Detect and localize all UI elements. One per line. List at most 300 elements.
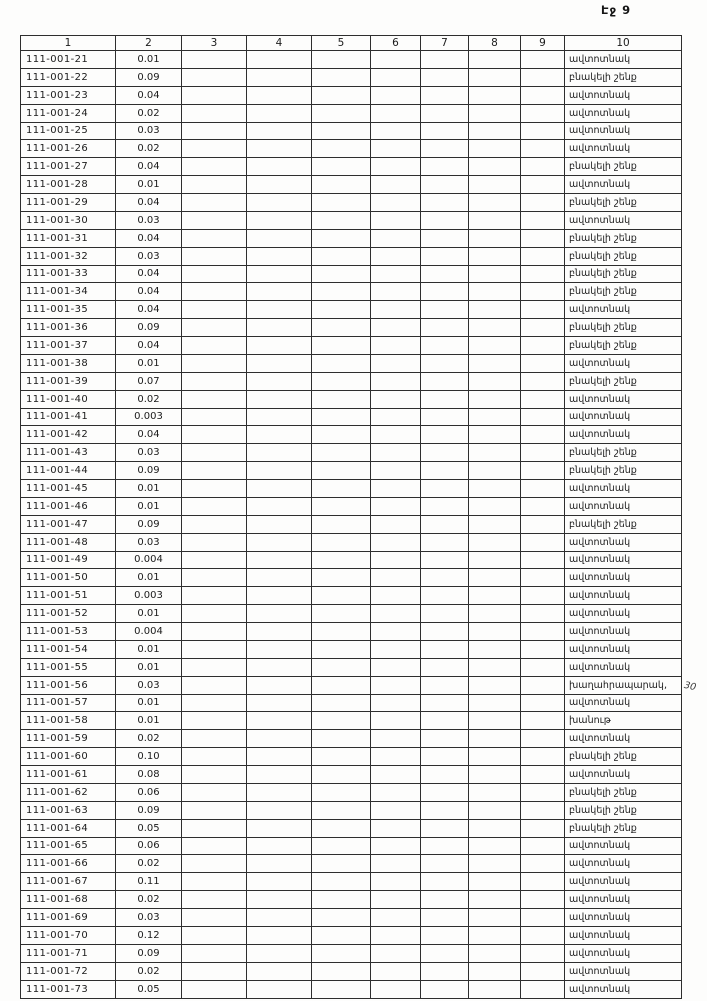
parcel-id-cell: 111-001-56 <box>21 676 116 694</box>
parcel-id-cell: 111-001-38 <box>21 354 116 372</box>
empty-cell <box>312 104 371 122</box>
empty-cell <box>247 247 312 265</box>
empty-cell <box>312 587 371 605</box>
parcel-id-cell: 111-001-44 <box>21 462 116 480</box>
table-row <box>21 676 682 694</box>
empty-cell <box>469 909 521 927</box>
object-type-cell: ավտոտնակ <box>565 891 682 909</box>
empty-cell <box>469 51 521 69</box>
empty-cell <box>469 158 521 176</box>
empty-cell <box>521 623 565 641</box>
empty-cell <box>182 962 247 980</box>
empty-cell <box>469 587 521 605</box>
area-value-cell: 0.06 <box>116 837 182 855</box>
empty-cell <box>521 909 565 927</box>
empty-cell <box>469 211 521 229</box>
empty-cell <box>521 497 565 515</box>
empty-cell <box>469 640 521 658</box>
empty-cell <box>312 372 371 390</box>
empty-cell <box>469 891 521 909</box>
object-type-cell: խաղահրապարակ, <box>565 676 682 694</box>
empty-cell <box>182 837 247 855</box>
area-value-cell: 0.03 <box>116 909 182 927</box>
empty-cell <box>421 855 469 873</box>
empty-cell <box>312 980 371 999</box>
empty-cell <box>312 909 371 927</box>
empty-cell <box>371 265 421 283</box>
empty-cell <box>469 873 521 891</box>
parcel-id-cell: 111-001-42 <box>21 426 116 444</box>
empty-cell <box>247 640 312 658</box>
table-row <box>21 301 682 319</box>
object-type-cell: բնակելի շենք <box>565 462 682 480</box>
empty-cell <box>247 855 312 873</box>
table-row <box>21 962 682 980</box>
empty-cell <box>521 694 565 712</box>
empty-cell <box>247 515 312 533</box>
empty-cell <box>182 676 247 694</box>
area-value-cell: 0.02 <box>116 140 182 158</box>
parcel-id-cell: 111-001-47 <box>21 515 116 533</box>
empty-cell <box>312 694 371 712</box>
empty-cell <box>469 68 521 86</box>
empty-cell <box>421 211 469 229</box>
empty-cell <box>182 390 247 408</box>
empty-cell <box>312 497 371 515</box>
empty-cell <box>421 569 469 587</box>
empty-cell <box>421 122 469 140</box>
empty-cell <box>182 247 247 265</box>
empty-cell <box>371 444 421 462</box>
empty-cell <box>247 104 312 122</box>
empty-cell <box>521 283 565 301</box>
parcel-id-cell: 111-001-45 <box>21 480 116 498</box>
empty-cell <box>469 515 521 533</box>
empty-cell <box>247 926 312 944</box>
area-value-cell: 0.03 <box>116 247 182 265</box>
empty-cell <box>469 569 521 587</box>
empty-cell <box>312 748 371 766</box>
empty-cell <box>182 640 247 658</box>
empty-cell <box>521 569 565 587</box>
empty-cell <box>182 801 247 819</box>
empty-cell <box>247 444 312 462</box>
empty-cell <box>247 694 312 712</box>
table-row <box>21 426 682 444</box>
empty-cell <box>312 319 371 337</box>
empty-cell <box>421 229 469 247</box>
parcel-id-cell: 111-001-73 <box>21 980 116 999</box>
empty-cell <box>521 676 565 694</box>
empty-cell <box>312 122 371 140</box>
empty-cell <box>371 837 421 855</box>
empty-cell <box>247 837 312 855</box>
table-row <box>21 640 682 658</box>
empty-cell <box>521 855 565 873</box>
table-row <box>21 766 682 784</box>
empty-cell <box>247 354 312 372</box>
empty-cell <box>312 265 371 283</box>
empty-cell <box>469 855 521 873</box>
empty-cell <box>312 873 371 891</box>
area-value-cell: 0.03 <box>116 122 182 140</box>
area-value-cell: 0.01 <box>116 605 182 623</box>
empty-cell <box>521 104 565 122</box>
empty-cell <box>247 51 312 69</box>
object-type-cell: ավտոտնակ <box>565 551 682 569</box>
empty-cell <box>247 426 312 444</box>
empty-cell <box>371 408 421 426</box>
empty-cell <box>182 372 247 390</box>
object-type-cell: բնակելի շենք <box>565 247 682 265</box>
object-type-cell: ավտոտնակ <box>565 926 682 944</box>
table-row <box>21 855 682 873</box>
empty-cell <box>421 658 469 676</box>
empty-cell <box>521 51 565 69</box>
empty-cell <box>421 533 469 551</box>
empty-cell <box>312 229 371 247</box>
empty-cell <box>469 712 521 730</box>
empty-cell <box>469 623 521 641</box>
table-row <box>21 122 682 140</box>
parcel-id-cell: 111-001-58 <box>21 712 116 730</box>
object-type-cell: բնակելի շենք <box>565 194 682 212</box>
parcel-id-cell: 111-001-61 <box>21 766 116 784</box>
empty-cell <box>182 926 247 944</box>
object-type-cell: բնակելի շենք <box>565 819 682 837</box>
table-row <box>21 891 682 909</box>
empty-cell <box>371 319 421 337</box>
empty-cell <box>469 104 521 122</box>
empty-cell <box>421 730 469 748</box>
empty-cell <box>247 265 312 283</box>
table-row <box>21 801 682 819</box>
empty-cell <box>421 640 469 658</box>
empty-cell <box>469 337 521 355</box>
area-value-cell: 0.004 <box>116 623 182 641</box>
empty-cell <box>312 891 371 909</box>
parcel-id-cell: 111-001-25 <box>21 122 116 140</box>
empty-cell <box>182 730 247 748</box>
empty-cell <box>421 891 469 909</box>
empty-cell <box>469 319 521 337</box>
empty-cell <box>521 891 565 909</box>
object-type-cell: ավտոտնակ <box>565 480 682 498</box>
object-type-cell: ավտոտնակ <box>565 569 682 587</box>
area-value-cell: 0.01 <box>116 354 182 372</box>
empty-cell <box>247 551 312 569</box>
parcel-id-cell: 111-001-53 <box>21 623 116 641</box>
empty-cell <box>182 766 247 784</box>
empty-cell <box>371 229 421 247</box>
object-type-cell: ավտոտնակ <box>565 730 682 748</box>
empty-cell <box>521 962 565 980</box>
area-value-cell: 0.08 <box>116 766 182 784</box>
empty-cell <box>182 211 247 229</box>
area-value-cell: 0.04 <box>116 194 182 212</box>
empty-cell <box>469 980 521 999</box>
empty-cell <box>182 909 247 927</box>
empty-cell <box>371 909 421 927</box>
empty-cell <box>371 194 421 212</box>
empty-cell <box>371 926 421 944</box>
empty-cell <box>469 944 521 962</box>
empty-cell <box>371 337 421 355</box>
table-row <box>21 319 682 337</box>
empty-cell <box>312 51 371 69</box>
object-type-cell: ավտոտնակ <box>565 980 682 999</box>
empty-cell <box>182 104 247 122</box>
object-type-cell: ավտոտնակ <box>565 122 682 140</box>
empty-cell <box>247 211 312 229</box>
parcel-id-cell: 111-001-69 <box>21 909 116 927</box>
area-value-cell: 0.02 <box>116 891 182 909</box>
object-type-cell: բնակելի շենք <box>565 158 682 176</box>
empty-cell <box>521 587 565 605</box>
empty-cell <box>312 855 371 873</box>
area-value-cell: 0.01 <box>116 176 182 194</box>
empty-cell <box>421 801 469 819</box>
empty-cell <box>421 444 469 462</box>
empty-cell <box>247 194 312 212</box>
empty-cell <box>371 211 421 229</box>
table-row <box>21 480 682 498</box>
empty-cell <box>371 891 421 909</box>
column-header: 5 <box>312 36 371 51</box>
empty-cell <box>312 640 371 658</box>
object-type-cell: ավտոտնակ <box>565 390 682 408</box>
empty-cell <box>247 587 312 605</box>
empty-cell <box>371 68 421 86</box>
empty-cell <box>182 140 247 158</box>
table-row <box>21 354 682 372</box>
empty-cell <box>521 176 565 194</box>
object-type-cell: ավտոտնակ <box>565 533 682 551</box>
empty-cell <box>182 605 247 623</box>
parcel-id-cell: 111-001-64 <box>21 819 116 837</box>
column-header: 10 <box>565 36 682 51</box>
empty-cell <box>371 176 421 194</box>
area-value-cell: 0.004 <box>116 551 182 569</box>
empty-cell <box>521 301 565 319</box>
empty-cell <box>521 766 565 784</box>
empty-cell <box>247 873 312 891</box>
empty-cell <box>182 354 247 372</box>
empty-cell <box>469 605 521 623</box>
empty-cell <box>371 944 421 962</box>
empty-cell <box>371 569 421 587</box>
empty-cell <box>182 891 247 909</box>
area-value-cell: 0.04 <box>116 301 182 319</box>
empty-cell <box>469 408 521 426</box>
empty-cell <box>182 783 247 801</box>
empty-cell <box>247 623 312 641</box>
area-value-cell: 0.04 <box>116 229 182 247</box>
column-header: 4 <box>247 36 312 51</box>
empty-cell <box>182 587 247 605</box>
object-type-cell: բնակելի շենք <box>565 265 682 283</box>
area-value-cell: 0.05 <box>116 980 182 999</box>
empty-cell <box>521 480 565 498</box>
empty-cell <box>182 462 247 480</box>
empty-cell <box>521 837 565 855</box>
empty-cell <box>421 140 469 158</box>
area-value-cell: 0.09 <box>116 944 182 962</box>
area-value-cell: 0.01 <box>116 694 182 712</box>
object-type-cell: ավտոտնակ <box>565 497 682 515</box>
table-row <box>21 980 682 999</box>
empty-cell <box>312 247 371 265</box>
empty-cell <box>421 497 469 515</box>
empty-cell <box>312 926 371 944</box>
empty-cell <box>312 86 371 104</box>
parcel-id-cell: 111-001-24 <box>21 104 116 122</box>
empty-cell <box>421 819 469 837</box>
empty-cell <box>421 337 469 355</box>
empty-cell <box>421 944 469 962</box>
empty-cell <box>421 390 469 408</box>
parcel-id-cell: 111-001-57 <box>21 694 116 712</box>
empty-cell <box>421 623 469 641</box>
empty-cell <box>469 229 521 247</box>
empty-cell <box>521 68 565 86</box>
empty-cell <box>182 319 247 337</box>
table-row <box>21 587 682 605</box>
empty-cell <box>421 694 469 712</box>
empty-cell <box>247 748 312 766</box>
table-row <box>21 372 682 390</box>
page-number-label: Էջ 9 <box>601 3 632 17</box>
empty-cell <box>469 962 521 980</box>
empty-cell <box>182 712 247 730</box>
empty-cell <box>469 176 521 194</box>
table-row <box>21 283 682 301</box>
empty-cell <box>521 265 565 283</box>
empty-cell <box>371 748 421 766</box>
parcel-id-cell: 111-001-31 <box>21 229 116 247</box>
object-type-cell: ավտոտնակ <box>565 766 682 784</box>
empty-cell <box>469 390 521 408</box>
table-row <box>21 247 682 265</box>
empty-cell <box>182 551 247 569</box>
empty-cell <box>312 462 371 480</box>
area-value-cell: 0.03 <box>116 444 182 462</box>
parcel-id-cell: 111-001-51 <box>21 587 116 605</box>
area-value-cell: 0.12 <box>116 926 182 944</box>
empty-cell <box>521 551 565 569</box>
empty-cell <box>521 247 565 265</box>
column-header: 2 <box>116 36 182 51</box>
table-row <box>21 712 682 730</box>
empty-cell <box>521 801 565 819</box>
object-type-cell: բնակելի շենք <box>565 372 682 390</box>
empty-cell <box>247 283 312 301</box>
table-body <box>21 51 682 999</box>
empty-cell <box>182 480 247 498</box>
table-row <box>21 837 682 855</box>
empty-cell <box>469 301 521 319</box>
object-type-cell: բնակելի շենք <box>565 319 682 337</box>
empty-cell <box>469 444 521 462</box>
parcel-id-cell: 111-001-30 <box>21 211 116 229</box>
empty-cell <box>421 51 469 69</box>
empty-cell <box>371 873 421 891</box>
empty-cell <box>421 68 469 86</box>
empty-cell <box>312 676 371 694</box>
parcel-id-cell: 111-001-50 <box>21 569 116 587</box>
object-type-cell: ավտոտնակ <box>565 944 682 962</box>
empty-cell <box>312 551 371 569</box>
area-value-cell: 0.11 <box>116 873 182 891</box>
empty-cell <box>182 980 247 999</box>
area-value-cell: 0.04 <box>116 86 182 104</box>
empty-cell <box>421 354 469 372</box>
empty-cell <box>421 408 469 426</box>
empty-cell <box>421 748 469 766</box>
area-value-cell: 0.02 <box>116 730 182 748</box>
empty-cell <box>371 730 421 748</box>
empty-cell <box>182 515 247 533</box>
empty-cell <box>469 372 521 390</box>
parcel-id-cell: 111-001-72 <box>21 962 116 980</box>
empty-cell <box>521 533 565 551</box>
column-header: 1 <box>21 36 116 51</box>
empty-cell <box>182 122 247 140</box>
empty-cell <box>469 837 521 855</box>
empty-cell <box>312 801 371 819</box>
area-value-cell: 0.10 <box>116 748 182 766</box>
empty-cell <box>371 86 421 104</box>
empty-cell <box>371 605 421 623</box>
empty-cell <box>521 712 565 730</box>
empty-cell <box>521 944 565 962</box>
parcel-id-cell: 111-001-29 <box>21 194 116 212</box>
table-row <box>21 605 682 623</box>
empty-cell <box>247 730 312 748</box>
empty-cell <box>312 408 371 426</box>
object-type-cell: ավտոտնակ <box>565 962 682 980</box>
empty-cell <box>469 480 521 498</box>
empty-cell <box>521 980 565 999</box>
empty-cell <box>247 980 312 999</box>
empty-cell <box>247 801 312 819</box>
empty-cell <box>469 533 521 551</box>
object-type-cell: բնակելի շենք <box>565 783 682 801</box>
empty-cell <box>312 730 371 748</box>
parcel-id-cell: 111-001-67 <box>21 873 116 891</box>
empty-cell <box>421 676 469 694</box>
object-type-cell: ավտոտնակ <box>565 51 682 69</box>
empty-cell <box>521 730 565 748</box>
empty-cell <box>469 426 521 444</box>
empty-cell <box>521 158 565 176</box>
empty-cell <box>182 51 247 69</box>
empty-cell <box>182 444 247 462</box>
empty-cell <box>182 265 247 283</box>
empty-cell <box>421 837 469 855</box>
empty-cell <box>312 533 371 551</box>
table-row <box>21 569 682 587</box>
empty-cell <box>182 748 247 766</box>
empty-cell <box>182 873 247 891</box>
object-type-cell: ավտոտնակ <box>565 104 682 122</box>
empty-cell <box>312 962 371 980</box>
empty-cell <box>371 783 421 801</box>
empty-cell <box>312 390 371 408</box>
empty-cell <box>371 640 421 658</box>
area-value-cell: 0.01 <box>116 569 182 587</box>
empty-cell <box>247 372 312 390</box>
